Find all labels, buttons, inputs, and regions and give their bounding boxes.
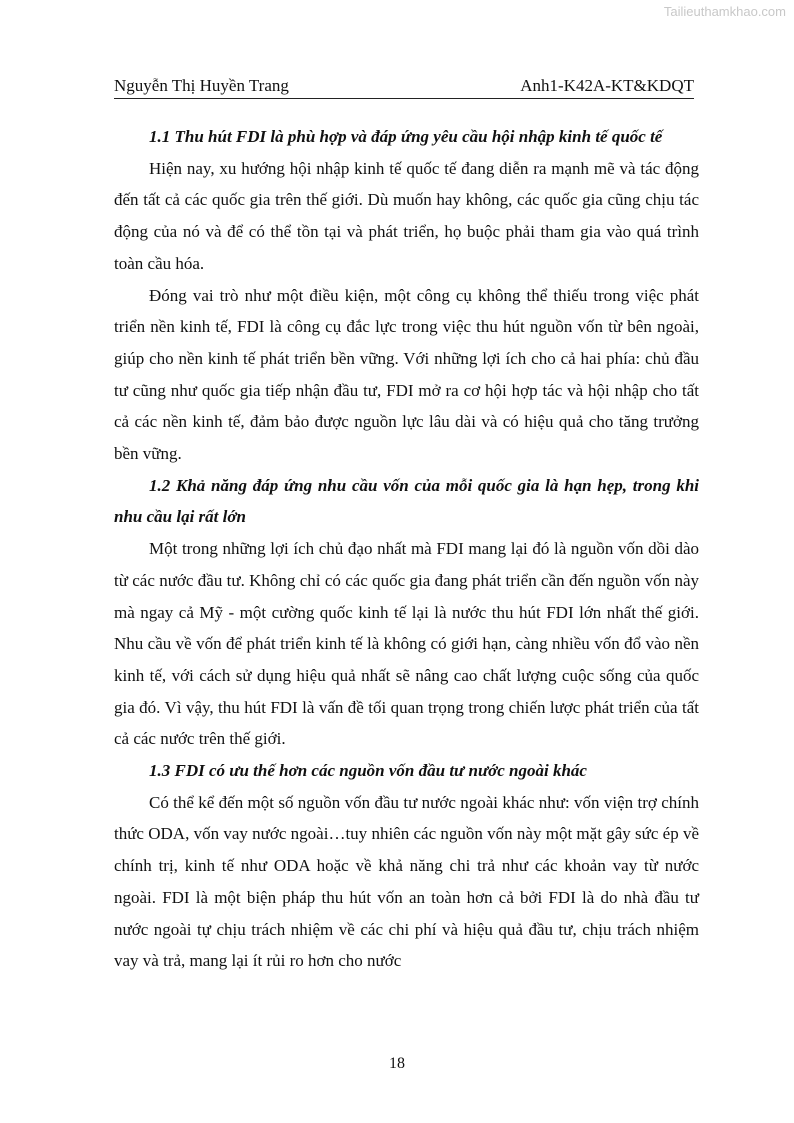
paragraph: Hiện nay, xu hướng hội nhập kinh tế quốc tế đang diễn ra mạnh mẽ và tác động đến tất cả các quốc gia trên thế giới. Dù muốn hay không, các quốc gia cũng chịu tác động của nó và để có thể tồn tại và phát triển, họ buộc phải tham gia vào quá trình toàn cầu hóa.	[114, 158, 699, 273]
watermark: Tailieuthamkhao.com	[663, 4, 786, 19]
section-heading-1-1: 1.1 Thu hút FDI là phù hợp và đáp ứng yêu cầu hội nhập kinh tế quốc tế	[149, 127, 663, 146]
page-number: 18	[389, 1055, 405, 1072]
paragraph: Có thể kể đến một số nguồn vốn đầu tư nước ngoài khác như: vốn viện trợ chính thức ODA, vốn vay nước ngoài…tuy nhiên các nguồn vốn này một mặt gây sức ép về chính trị, kinh tế như ODA hoặc về khả năng chi trả như các khoản vay từ nước ngoài. FDI là một biện pháp thu hút vốn an toàn hơn cả bởi FDI là do nhà đầu tư nước ngoài tự chịu trách nhiệm về các chi phí và hiệu quả đầu tư, chịu trách nhiệm vay và trả, mang lại ít rủi ro hơn cho nước	[114, 792, 699, 971]
header-class: Anh1-K42A-KT&KDQT	[520, 76, 694, 95]
document-body	[114, 121, 699, 977]
header-author: Nguyễn Thị Huyền Trang	[114, 76, 289, 95]
paragraph: Đóng vai trò như một điều kiện, một công cụ không thể thiếu trong việc phát triển nền kinh tế, FDI là công cụ đắc lực trong việc thu hút nguồn vốn từ bên ngoài, giúp cho nền kinh tế phát triển bền vững. Với những lợi ích cho cả hai phía: chủ đầu tư cũng như quốc gia tiếp nhận đầu tư, FDI mở ra cơ hội hợp tác và hội nhập cho tất cả các nền kinh tế, đảm bảo được nguồn lực lâu dài và có hiệu quả cho tăng trưởng bền vững.	[114, 285, 699, 464]
running-header	[114, 76, 694, 99]
section-heading-1-3: 1.3 FDI có ưu thế hơn các nguồn vốn đầu tư nước ngoài khác	[149, 761, 587, 781]
paragraph: Một trong những lợi ích chủ đạo nhất mà FDI mang lại đó là nguồn vốn dồi dào từ các nước đầu tư. Không chỉ có các quốc gia đang phát triển cần đến nguồn vốn này mà ngay cả Mỹ - một cường quốc kinh tế lại là nước thu hút FDI lớn nhất thế giới. Nhu cầu về vốn để phát triển kinh tế là không có giới hạn, càng nhiều vốn đổ vào nền kinh tế, với cách sử dụng hiệu quả nhất sẽ nâng cao chất lượng cuộc sống của quốc gia đó. Vì vậy, thu hút FDI là vấn đề tối quan trọng trong chiến lược phát triển của tất cả các nước trên thế giới.	[114, 539, 699, 749]
section-heading-1-2: 1.2 Khả năng đáp ứng nhu cầu vốn của mỗi quốc gia là hạn hẹp, trong khi nhu cầu lại rất lớn	[114, 475, 699, 527]
